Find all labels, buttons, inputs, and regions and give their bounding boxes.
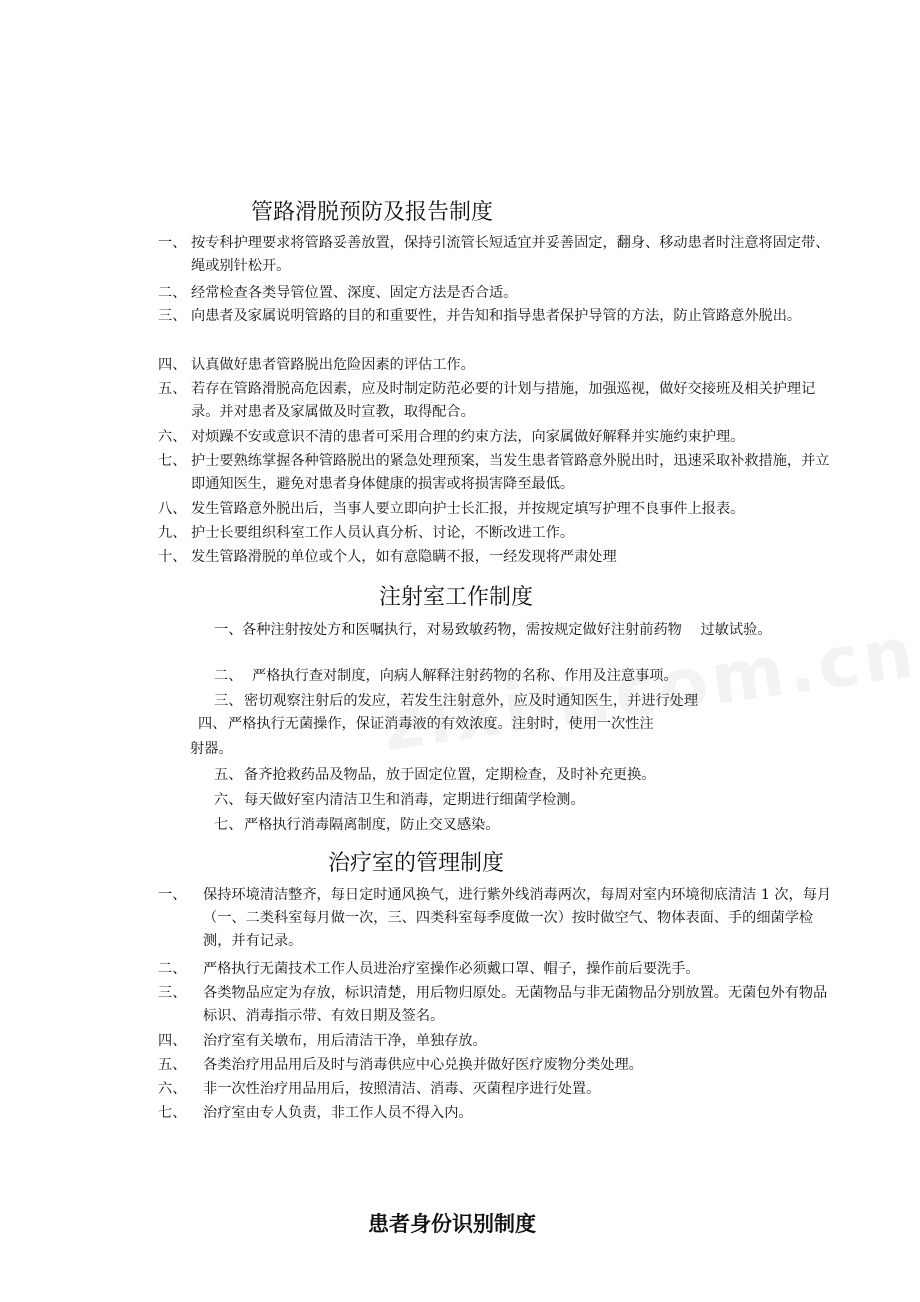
list-item xyxy=(158,1078,834,1101)
section-title-treatment-room: 治疗室的管理制度 xyxy=(328,851,505,876)
item-text: 各种注射按处方和医嘱执行，对易致敏药物，需按规定做好注射前药物 过敏试验。 xyxy=(242,622,772,638)
item-number: 五、 xyxy=(158,381,187,397)
item-number: 七、 xyxy=(158,453,187,469)
item-text: 向患者及家属说明管路的目的和重要性，并告知和指导患者保护导管的方法，防止管路意外脱出。 xyxy=(191,308,802,324)
item-number: 五、 xyxy=(158,1057,187,1073)
list-item xyxy=(158,982,834,1028)
list-item xyxy=(198,713,798,736)
item-text: 对烦躁不安或意识不清的患者可采用合理的约束方法，向家属做好解释并实施约束护理。 xyxy=(191,429,745,445)
list-item xyxy=(158,1102,834,1125)
item-number: 一、 xyxy=(214,622,243,638)
list-item xyxy=(190,738,490,761)
list-item xyxy=(214,665,834,688)
item-text: 严格执行查对制度，向病人解释注射药物的名称、作用及注意事项。 xyxy=(252,668,678,684)
item-text: 严格执行消毒隔离制度，防止交叉感染。 xyxy=(244,817,500,833)
item-number: 二、 xyxy=(158,285,187,301)
item-number: 一、 xyxy=(158,235,187,251)
list-item xyxy=(158,450,834,496)
list-item xyxy=(158,498,834,521)
item-number: 四、 xyxy=(158,1033,187,1049)
item-text: 严格执行无菌技术工作人员进治疗室操作必须戴口罩、帽子，操作前后要洗手。 xyxy=(203,961,700,977)
section-title-tube-slippage: 管路滑脱预防及报告制度 xyxy=(251,200,494,225)
list-item xyxy=(158,426,834,449)
list-item xyxy=(158,354,834,377)
list-item xyxy=(214,814,834,837)
item-number: 七、 xyxy=(214,817,243,833)
section-title-injection-room: 注射室工作制度 xyxy=(379,585,534,610)
list-item xyxy=(158,958,834,981)
item-text: 经常检查各类导管位置、深度、固定方法是否合适。 xyxy=(191,285,518,301)
item-number: 三、 xyxy=(214,693,243,709)
list-item xyxy=(158,522,834,545)
list-item xyxy=(214,764,834,787)
item-number: 八、 xyxy=(158,501,187,517)
item-text: 发生管路滑脱的单位或个人，如有意隐瞒不报，一经发现将严肃处理 xyxy=(191,549,617,565)
item-number: 三、 xyxy=(158,985,187,1001)
item-text: 发生管路意外脱出后，当事人要立即向护士长汇报，并按规定填写护理不良事件上报表。 xyxy=(191,501,745,517)
item-text: 按专科护理要求将管路妥善放置，保持引流管长短适宜并妥善固定，翻身、移动患者时注意将固定带、绳或别针松开。 xyxy=(191,235,830,274)
item-text: 治疗室由专人负责，非工作人员不得入内。 xyxy=(203,1105,473,1121)
item-number: 九、 xyxy=(158,525,187,541)
list-item xyxy=(158,378,834,424)
item-number: 七、 xyxy=(158,1105,187,1121)
list-item xyxy=(158,546,834,569)
item-number: 三、 xyxy=(158,308,187,324)
item-number: 四、 xyxy=(158,357,187,373)
item-number: 十、 xyxy=(158,549,187,565)
item-text: 护士要熟练掌握各种管路脱出的紧急处理预案，当发生患者管路意外脱出时，迅速采取补救措施，并立即通知医生，避免对患者身体健康的损害或将损害降至最低。 xyxy=(191,453,830,492)
item-number: 六、 xyxy=(158,1081,187,1097)
list-item xyxy=(158,305,834,328)
item-text: 各类治疗用品用后及时与消毒供应中心兑换并做好医疗废物分类处理。 xyxy=(203,1057,643,1073)
list-item xyxy=(158,884,834,953)
list-item xyxy=(158,1054,834,1077)
list-item xyxy=(158,282,834,305)
item-text: 若存在管路滑脱高危因素，应及时制定防范必要的计划与措施，加强巡视，做好交接班及相关护理记录。并对患者及家属做及时宣教，取得配合。 xyxy=(191,381,816,420)
section-title-patient-identification: 患者身份识别制度 xyxy=(368,1211,536,1236)
item-number: 六、 xyxy=(158,429,187,445)
item-number: 二、 xyxy=(214,668,243,684)
item-text: 严格执行无菌操作，保证消毒液的有效浓度。注射时，使用一次性注 xyxy=(228,716,654,732)
item-text: 射器。 xyxy=(190,741,233,757)
list-item xyxy=(214,619,834,642)
item-number: 五、 xyxy=(214,767,243,783)
item-text: 各类物品应定为存放，标识清楚，用后物归原处。无菌物品与非无菌物品分别放置。无菌包外有物品标识、消毒指示带、有效日期及签名。 xyxy=(203,985,828,1024)
list-item xyxy=(158,1030,834,1053)
item-text: 认真做好患者管路脱出危险因素的评估工作。 xyxy=(191,357,475,373)
list-item xyxy=(214,789,834,812)
item-text: 护士长要组织科室工作人员认真分析、讨论，不断改进工作。 xyxy=(191,525,575,541)
item-number: 二、 xyxy=(158,961,187,977)
item-number: 六、 xyxy=(214,792,243,808)
item-number: 一、 xyxy=(158,887,187,903)
item-text: 备齐抢救药品及物品，放于固定位置，定期检查，及时补充更换。 xyxy=(244,767,656,783)
item-text: 密切观察注射后的发应，若发生注射意外，应及时通知医生，并进行处理 xyxy=(244,693,699,709)
item-text: 每天做好室内清洁卫生和消毒，定期进行细菌学检测。 xyxy=(244,792,585,808)
item-text: 保持环境清洁整齐，每日定时通风换气，进行紫外线消毒两次，每周对室内环境彻底清洁 1 次，每月（一、二类科室每月做一次，三、四类科室每季度做一次）按时做空气、物体表面、手的细菌学检测，并有记录。 xyxy=(203,887,832,949)
item-number: 四、 xyxy=(198,716,227,732)
item-text: 治疗室有关墩布，用后清洁干净，单独存放。 xyxy=(203,1033,487,1049)
list-item xyxy=(158,232,834,278)
list-item xyxy=(214,690,834,713)
item-text: 非一次性治疗用品用后，按照清洁、消毒、灭菌程序进行处置。 xyxy=(203,1081,601,1097)
